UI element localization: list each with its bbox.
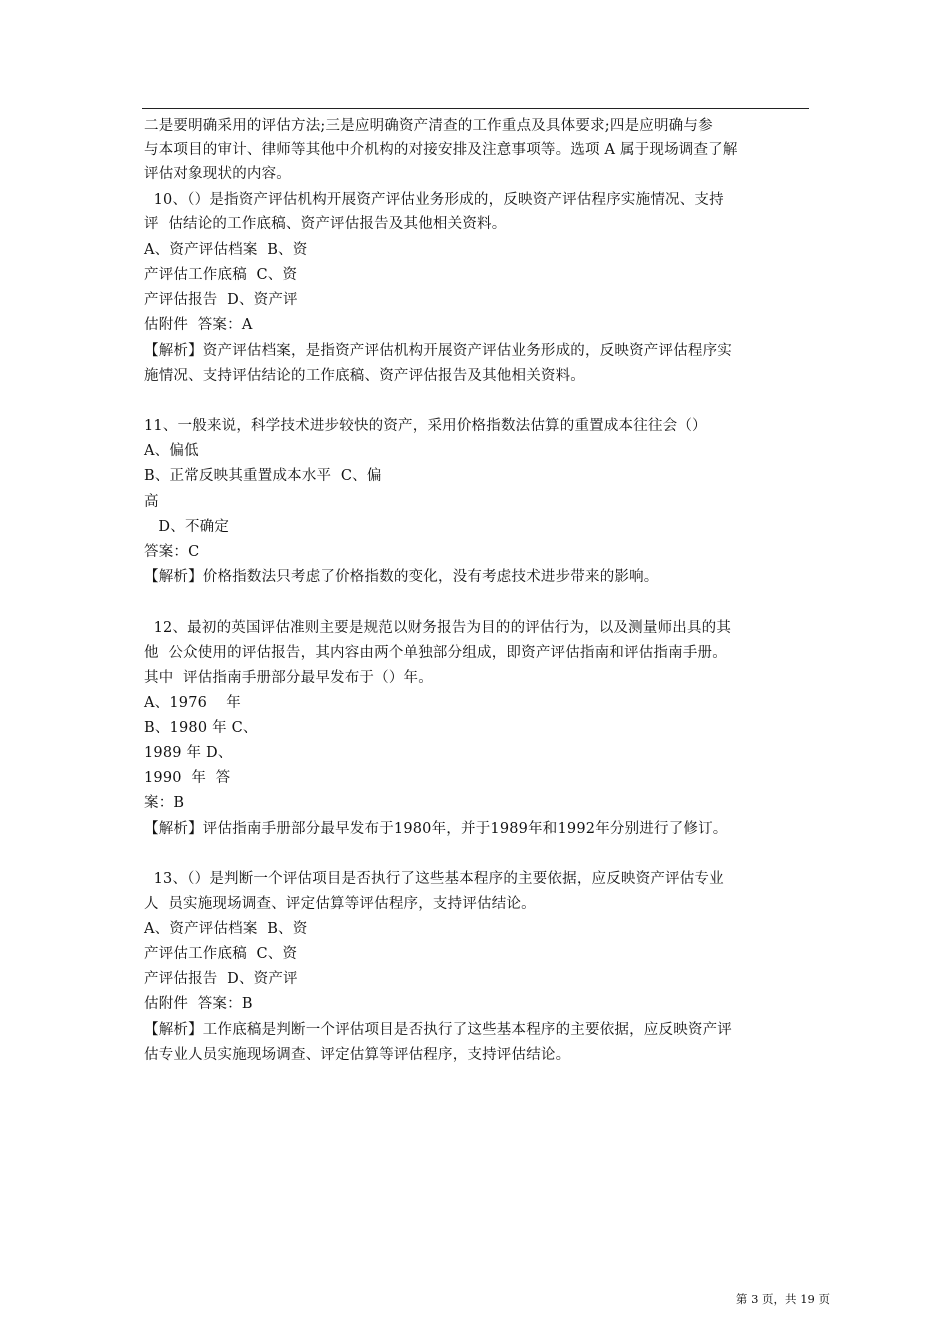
question-12: 12、最初的英国评估准则主要是规范以财务报告为目的的评估行为，以及测量师出具的其 [144, 620, 732, 636]
question-13: 13、（）是判断一个评估项目是否执行了这些基本程序的主要依据，应反映资产评估专业 [144, 871, 724, 887]
text-line: 与本项目的审计、律师等其他中介机构的对接安排及注意事项等。选项 A 属于现场调查了解 [144, 142, 738, 158]
option-line: A、偏低 [144, 443, 199, 459]
answer-line: 案：B [144, 795, 185, 811]
question-10: 10、（）是指资产评估机构开展资产评估业务形成的，反映资产评估程序实施情况、支持 [144, 192, 724, 208]
analysis-line: 【解析】工作底稿是判断一个评估项目是否执行了这些基本程序的主要依据，应反映资产评 [144, 1022, 732, 1038]
option-line: A、资产评估档案 B、资 [144, 242, 308, 258]
question-11: 11、一般来说，科学技术进步较快的资产，采用价格指数法估算的重置成本往往会（） [144, 418, 707, 434]
answer-line: 估附件 答案：A [144, 317, 253, 333]
option-line: 产评估工作底稿 C、资 [144, 946, 298, 962]
text-line: 二是要明确采用的评估方法;三是应明确资产清查的工作重点及具体要求;四是应明确与参 [144, 118, 713, 134]
option-line: 1989 年 D、 [144, 745, 233, 761]
page-number: 第 3 页，共 19 页 [735, 1292, 830, 1306]
text-line: 其中 评估指南手册部分最早发布于（）年。 [144, 670, 433, 686]
header-rule [142, 108, 809, 109]
option-line: 产评估工作底稿 C、资 [144, 267, 298, 283]
text-line: 评估对象现状的内容。 [144, 166, 291, 182]
analysis-line: 【解析】评估指南手册部分最早发布于1980年，并于1989年和1992年分别进行了修订。 [144, 821, 728, 837]
text-line: 人 员实施现场调查、评定估算等评估程序，支持评估结论。 [144, 896, 536, 912]
option-line: 高 [144, 494, 159, 510]
option-line: A、1976 年 [144, 695, 242, 711]
analysis-line: 施情况、支持评估结论的工作底稿、资产评估报告及其他相关资料。 [144, 368, 585, 384]
option-line: 产评估报告 D、资产评 [144, 292, 298, 308]
text-line: 他 公众使用的评估报告，其内容由两个单独部分组成，即资产评估指南和评估指南手册。 [144, 645, 727, 661]
option-line: B、1980 年 C、 [144, 720, 258, 736]
answer-line: 答案：C [144, 544, 200, 560]
option-line: 产评估报告 D、资产评 [144, 971, 298, 987]
analysis-line: 估专业人员实施现场调查、评定估算等评估程序，支持评估结论。 [144, 1047, 571, 1063]
analysis-line: 【解析】价格指数法只考虑了价格指数的变化，没有考虑技术进步带来的影响。 [144, 569, 659, 585]
option-line: D、不确定 [144, 519, 230, 535]
answer-line: 估附件 答案：B [144, 996, 253, 1012]
option-line: 1990 年 答 [144, 770, 231, 786]
text-line: 评 估结论的工作底稿、资产评估报告及其他相关资料。 [144, 216, 507, 232]
analysis-line: 【解析】资产评估档案，是指资产评估机构开展资产评估业务形成的，反映资产评估程序实 [144, 343, 732, 359]
option-line: B、正常反映其重置成本水平 C、偏 [144, 468, 382, 484]
option-line: A、资产评估档案 B、资 [144, 921, 308, 937]
